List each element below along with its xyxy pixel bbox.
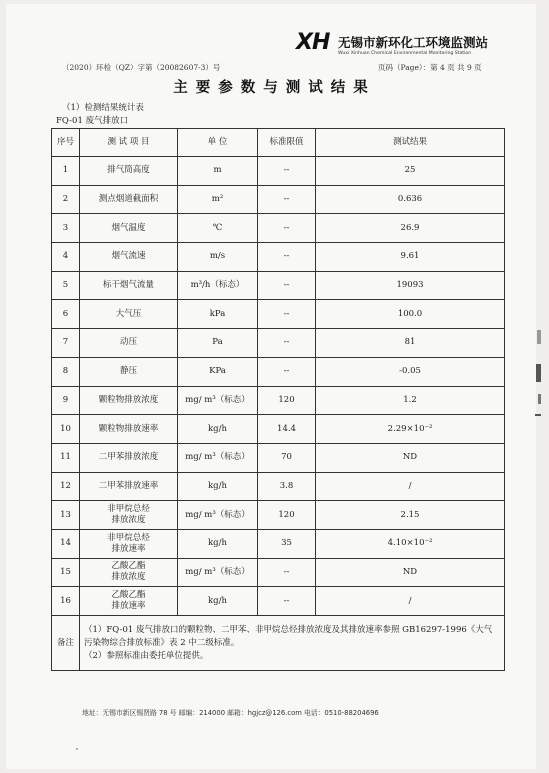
table-row	[52, 587, 505, 616]
binding-marks	[531, 330, 541, 420]
note-text	[80, 616, 505, 671]
row-item: 非甲烷总烃 排放浓度	[80, 501, 178, 530]
row-no: 14	[52, 529, 80, 558]
section-title: （1）检测结果统计表	[62, 103, 144, 113]
table-row	[52, 185, 505, 214]
row-no: 10	[52, 415, 80, 444]
row-no: 9	[52, 386, 80, 415]
row-unit: Pa	[178, 329, 258, 358]
row-no: 1	[52, 157, 80, 186]
note-line: （1）FQ-01 废气排放口的颗粒物、二甲苯、非甲烷总烃排放浓度及其排放速率参照 GB16297-1996《大气污染物综合排放标准》表 2 中二级标准。	[84, 624, 493, 648]
row-item: 乙酸乙酯 排放速率	[80, 587, 178, 616]
row-no: 8	[52, 357, 80, 386]
row-limit: --	[258, 329, 316, 358]
table-row	[52, 243, 505, 272]
row-result: 19093	[316, 271, 505, 300]
row-unit: mg/ m³（标态）	[178, 501, 258, 530]
table-row	[52, 329, 505, 358]
row-limit: --	[258, 243, 316, 272]
logo-chinese-name: 无锡市新环化工环境监测站	[338, 35, 489, 50]
row-result: 4.10×10⁻²	[316, 529, 505, 558]
header-result: 测试结果	[316, 129, 505, 157]
table-row	[52, 443, 505, 472]
table-row	[52, 300, 505, 329]
row-result: 0.636	[316, 185, 505, 214]
note-row	[52, 616, 505, 671]
row-result: 81	[316, 329, 505, 358]
row-limit: --	[258, 185, 316, 214]
row-no: 7	[52, 329, 80, 358]
row-limit: --	[258, 271, 316, 300]
row-result: ND	[316, 558, 505, 587]
row-limit: --	[258, 558, 316, 587]
row-unit: kg/h	[178, 415, 258, 444]
row-unit: kg/h	[178, 529, 258, 558]
row-no: 15	[52, 558, 80, 587]
row-no: 3	[52, 214, 80, 243]
row-item: 非甲烷总烃 排放速率	[80, 529, 178, 558]
row-item: 烟气温度	[80, 214, 178, 243]
footer-contact: 地址：无锡市新区锡贤路 78 号 邮编：214000 邮箱：hgjcz@126.com 电话：0510-88204696	[82, 709, 379, 717]
row-result: 1.2	[316, 386, 505, 415]
row-item: 烟气流速	[80, 243, 178, 272]
report-number: （2020）环检（QZ）字第（20082607-3）号	[62, 63, 221, 72]
row-item: 测点烟道截面积	[80, 185, 178, 214]
row-item: 动压	[80, 329, 178, 358]
table-row	[52, 472, 505, 501]
row-limit: 14.4	[258, 415, 316, 444]
row-limit: --	[258, 357, 316, 386]
row-limit: --	[258, 587, 316, 616]
row-item: 静压	[80, 357, 178, 386]
row-result: 2.29×10⁻²	[316, 415, 505, 444]
row-unit: ℃	[178, 214, 258, 243]
header-item: 测 试 项 目	[80, 129, 178, 157]
logo-english-name: Wuxi Xinhuan Chemical Environmental Monitoring Station	[338, 51, 472, 56]
row-result: /	[316, 587, 505, 616]
row-result: -0.05	[316, 357, 505, 386]
header-no: 序号	[52, 129, 80, 157]
row-no: 16	[52, 587, 80, 616]
row-no: 11	[52, 443, 80, 472]
page-title: 主要参数与测试结果	[173, 79, 376, 96]
row-unit: m/s	[178, 243, 258, 272]
table-row	[52, 529, 505, 558]
table-row	[52, 501, 505, 530]
row-limit: 120	[258, 501, 316, 530]
table-body	[52, 157, 505, 616]
row-unit: kPa	[178, 300, 258, 329]
row-item: 排气筒高度	[80, 157, 178, 186]
table-row	[52, 214, 505, 243]
table-row	[52, 386, 505, 415]
table-row	[52, 271, 505, 300]
results-table	[51, 128, 505, 671]
row-no: 4	[52, 243, 80, 272]
row-limit: 3.8	[258, 472, 316, 501]
outlet-label: FQ-01 废气排放口	[56, 116, 129, 126]
table-row	[52, 415, 505, 444]
speck	[76, 748, 78, 750]
row-item: 二甲苯排放浓度	[80, 443, 178, 472]
row-unit: m³/h（标态）	[178, 271, 258, 300]
row-result: 26.9	[316, 214, 505, 243]
row-limit: 120	[258, 386, 316, 415]
table-row	[52, 558, 505, 587]
row-result: /	[316, 472, 505, 501]
header-limit: 标准限值	[258, 129, 316, 157]
table-header-row	[52, 129, 505, 157]
row-no: 5	[52, 271, 80, 300]
row-result: 9.61	[316, 243, 505, 272]
row-no: 12	[52, 472, 80, 501]
row-unit: mg/ m³（标态）	[178, 558, 258, 587]
row-item: 颗粒物排放浓度	[80, 386, 178, 415]
row-item: 大气压	[80, 300, 178, 329]
logo-mark: XH	[296, 30, 330, 55]
row-result: 25	[316, 157, 505, 186]
row-result: 2.15	[316, 501, 505, 530]
row-limit: 35	[258, 529, 316, 558]
row-limit: --	[258, 214, 316, 243]
row-unit: mg/ m³（标态）	[178, 443, 258, 472]
row-result: ND	[316, 443, 505, 472]
row-no: 2	[52, 185, 80, 214]
row-result: 100.0	[316, 300, 505, 329]
row-unit: KPa	[178, 357, 258, 386]
row-no: 6	[52, 300, 80, 329]
station-logo	[296, 30, 496, 64]
page-info: 页码（Page）：第 4 页 共 9 页	[378, 63, 482, 72]
header-unit: 单 位	[178, 129, 258, 157]
note-label: 备注	[52, 616, 80, 671]
row-unit: mg/ m³（标态）	[178, 386, 258, 415]
row-unit: m²	[178, 185, 258, 214]
row-item: 乙酸乙酯 排放浓度	[80, 558, 178, 587]
row-limit: --	[258, 300, 316, 329]
note-line: （2）参照标准由委托单位提供。	[84, 650, 209, 661]
table-row	[52, 157, 505, 186]
row-no: 13	[52, 501, 80, 530]
row-item: 二甲苯排放速率	[80, 472, 178, 501]
row-item: 颗粒物排放速率	[80, 415, 178, 444]
row-limit: 70	[258, 443, 316, 472]
row-limit: --	[258, 157, 316, 186]
table-row	[52, 357, 505, 386]
row-item: 标干烟气流量	[80, 271, 178, 300]
row-unit: m	[178, 157, 258, 186]
row-unit: kg/h	[178, 472, 258, 501]
row-unit: kg/h	[178, 587, 258, 616]
